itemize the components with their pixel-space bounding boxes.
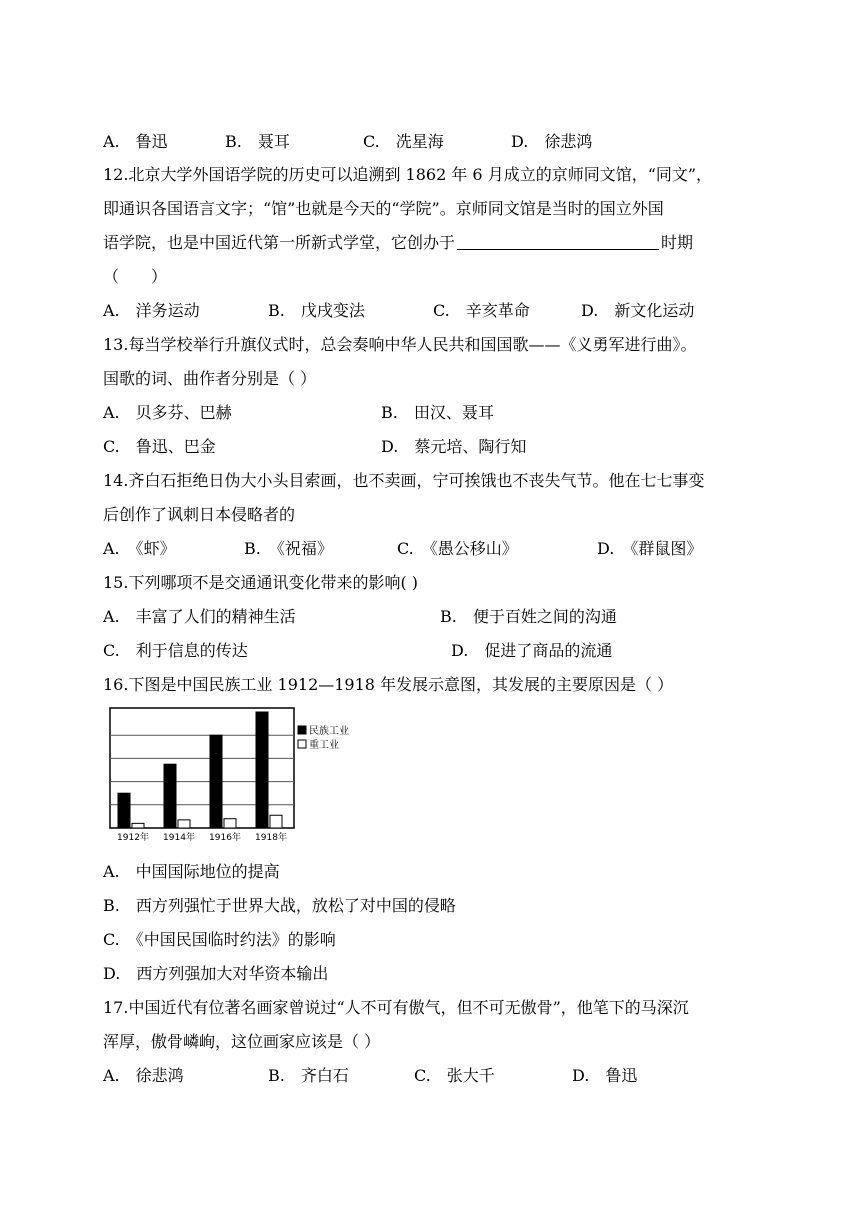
q17-option-a[interactable]: A. 徐悲鸿 — [103, 1066, 184, 1085]
q13-option-b[interactable]: B. 田汉、聂耳 — [381, 403, 494, 422]
q14-option-d[interactable]: D. 《群鼠图》 — [597, 539, 703, 558]
q17-stem-line-1: 17.中国近代有位著名画家曾说过“人不可有傲气，但不可无傲骨”，他笔下的马深沉 — [103, 998, 689, 1017]
q17-option-c[interactable]: C. 张大千 — [414, 1066, 495, 1085]
x-tick-label: 1916年 — [209, 833, 241, 843]
q14-stem-line-1: 14.齐白石拒绝日伪大小头目索画，也不卖画，宁可挨饿也不丧失气节。他在七七事变 — [103, 471, 705, 490]
q13-option-c[interactable]: C. 鲁迅、巴金 — [103, 437, 216, 456]
bar-heavy-industry — [178, 820, 190, 828]
q16-stem-line-1: 16.下图是中国民族工业 1912—1918 年发展示意图，其发展的主要原因是（ ） — [103, 675, 674, 694]
x-tick-label: 1912年 — [117, 833, 149, 843]
bar-national-industry — [118, 793, 130, 828]
bar-heavy-industry — [270, 815, 282, 828]
q17-stem-line-2: 浑厚，傲骨嶙峋，这位画家应该是（ ） — [103, 1032, 381, 1051]
bar-national-industry — [164, 764, 176, 828]
q17-option-b[interactable]: B. 齐白石 — [268, 1066, 349, 1085]
x-tick-label: 1914年 — [163, 833, 195, 843]
bar-national-industry — [256, 712, 268, 828]
q14-option-b[interactable]: B. 《祝福》 — [244, 539, 333, 558]
legend-swatch — [298, 726, 306, 734]
q12-option-d[interactable]: D. 新文化运动 — [581, 301, 695, 320]
q11-option-b[interactable]: B. 聂耳 — [225, 132, 290, 151]
q16-option-a[interactable]: A. 中国国际地位的提高 — [103, 862, 280, 881]
legend-label: 民族工业 — [309, 726, 349, 737]
q11-option-c[interactable]: C. 冼星海 — [363, 132, 444, 151]
q12-stem-line-1: 12.北京大学外国语学院的历史可以追溯到 1862 年 6 月成立的京师同文馆，“同文”， — [103, 165, 713, 184]
q11-option-d[interactable]: D. 徐悲鸿 — [511, 132, 593, 151]
q14-option-c[interactable]: C. 《愚公移山》 — [397, 539, 518, 558]
q16-option-d[interactable]: D. 西方列强加大对华资本输出 — [103, 964, 329, 983]
q12-option-b[interactable]: B. 戊戌变法 — [268, 301, 365, 320]
x-tick-label: 1918年 — [255, 833, 287, 843]
q14-stem-line-2: 后创作了讽刺日本侵略者的 — [103, 505, 296, 524]
q15-stem-line-1: 15.下列哪项不是交通通讯变化带来的影响( ) — [103, 573, 419, 592]
q11-option-a[interactable]: A. 鲁迅 — [103, 132, 168, 151]
q13-stem-line-2: 国歌的词、曲作者分别是（ ） — [103, 369, 317, 388]
q12-stem-after-blank: 时期 — [661, 233, 694, 252]
industry-bar-chart — [108, 706, 358, 846]
q12-option-c[interactable]: C. 辛亥革命 — [433, 301, 530, 320]
q15-option-d[interactable]: D. 促进了商品的流通 — [451, 641, 613, 660]
q12-stem-before-blank: 语学院，也是中国近代第一所新式学堂，它创办于 — [103, 233, 456, 252]
q12-answer-paren: （ ） — [103, 267, 168, 286]
q12-stem-line-3 — [103, 231, 693, 255]
q15-option-a[interactable]: A. 丰富了人们的精神生活 — [103, 607, 296, 626]
bar-heavy-industry — [224, 819, 236, 828]
q13-option-d[interactable]: D. 蔡元培、陶行知 — [381, 437, 527, 456]
q15-option-c[interactable]: C. 利于信息的传达 — [103, 641, 248, 660]
legend-label: 重工业 — [309, 740, 339, 751]
q16-option-b[interactable]: B. 西方列强忙于世界大战，放松了对中国的侵略 — [103, 896, 456, 915]
q13-option-a[interactable]: A. 贝多芬、巴赫 — [103, 403, 232, 422]
q12-answer-blank[interactable] — [457, 233, 659, 250]
q12-option-a[interactable]: A. 洋务运动 — [103, 301, 200, 320]
q15-option-b[interactable]: B. 便于百姓之间的沟通 — [440, 607, 617, 626]
bar-heavy-industry — [132, 823, 144, 828]
bar-national-industry — [210, 735, 222, 828]
q16-option-c[interactable]: C. 《中国民国临时约法》的影响 — [103, 930, 336, 949]
q12-stem-line-2: 即通识各国语言文字；“馆”也就是今天的“学院”。京师同文馆是当时的国立外国 — [103, 199, 664, 218]
q13-stem-line-1: 13.每当学校举行升旗仪式时，总会奏响中华人民共和国国歌——《义勇军进行曲》。 — [103, 335, 697, 354]
q17-option-d[interactable]: D. 鲁迅 — [572, 1066, 638, 1085]
legend-swatch — [298, 740, 306, 748]
q14-option-a[interactable]: A. 《虾》 — [103, 539, 176, 558]
